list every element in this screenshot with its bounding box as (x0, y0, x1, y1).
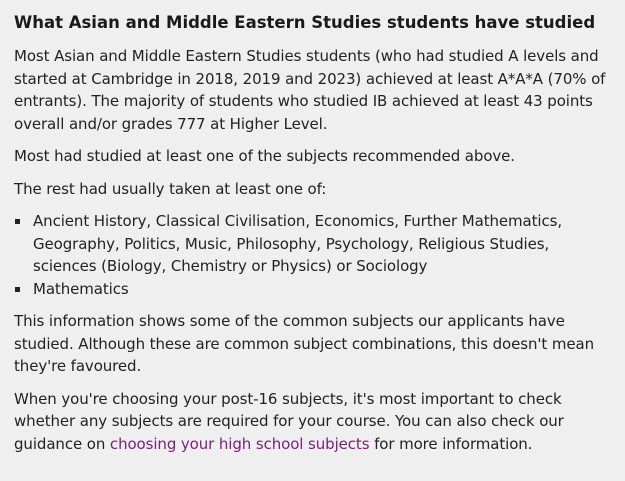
choosing-subjects-link[interactable]: choosing your high school subjects (109, 434, 370, 453)
recommended-note: Most had studied at least one of the subjects recommended above. (14, 147, 515, 165)
section-heading: What Asian and Middle Eastern Studies students have studied (14, 13, 596, 32)
list-item (14, 278, 613, 301)
intro-paragraph: Most Asian and Middle Eastern Studies students (who had studied A levels and started at Cambridge in 2018, 2019 and 2023) achieved at least A*A*A (70% of entrants). The majority of students who studied IB achieved at least 43 points overall and/or grades 777 at Higher Level. (14, 47, 606, 133)
list-item-text: Ancient History, Classical Civilisation, Economics, Further Mathematics, Geography, Politics, Music, Philosophy, Psychology, Religious Studies, sciences (Biology, Chemistry or Physics) or Sociology (33, 212, 562, 275)
list-item (14, 210, 613, 278)
list-item-text: Mathematics (33, 279, 129, 298)
rest-intro: The rest had usually taken at least one of: (14, 179, 327, 198)
square-bullet-icon (15, 219, 20, 224)
info-note: This information shows some of the common subjects our applicants have studied. Although these are common subject combinations, this doesn't mean they're favoured. (14, 312, 594, 375)
choosing-text-after: for more information. (369, 434, 533, 453)
square-bullet-icon (15, 287, 20, 292)
choosing-text-before: When you're choosing your post-16 subjects, it's most important to check whether any subjects are required for your course. You can also check our guidance on (14, 389, 564, 453)
choosing-paragraph (14, 388, 613, 456)
subjects-list (14, 210, 613, 300)
